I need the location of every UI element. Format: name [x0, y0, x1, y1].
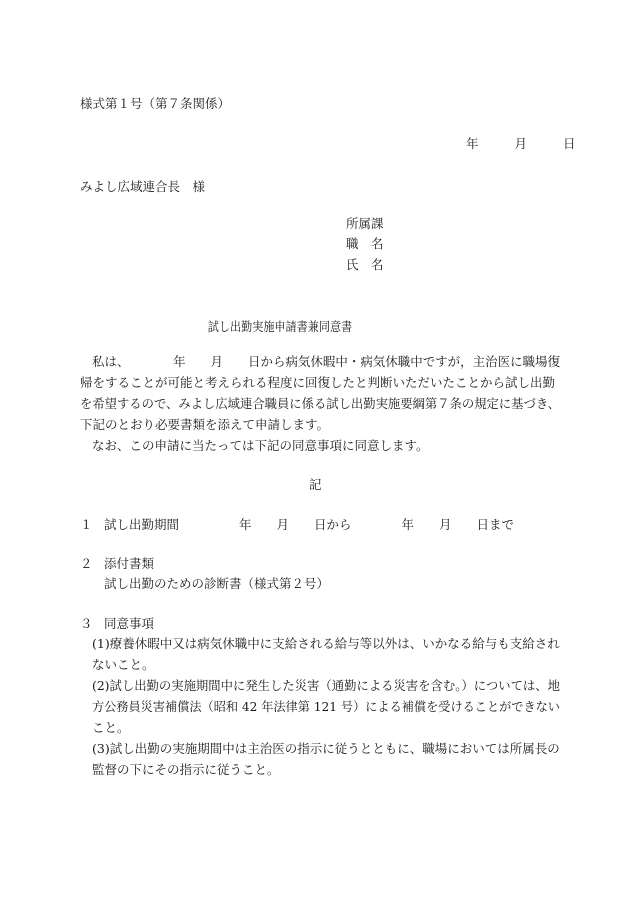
- addressee: みよし広域連合長 様: [80, 179, 206, 194]
- item3-number: ３: [80, 616, 93, 631]
- consent-2-line-3: こと。: [92, 720, 130, 735]
- date-month: 月: [514, 136, 527, 151]
- body-line-3: を希望するので、みよし広域連合職員に係る試し出勤実施要綱第７条の規定に基づき、: [80, 396, 560, 411]
- form-label: 様式第１号（第７条関係）: [80, 96, 231, 111]
- document-title: 試し出勤実施申請書兼同意書: [207, 319, 353, 334]
- item1-label: 試し出勤期間: [104, 517, 180, 532]
- body-line-2: 帰をすることが可能と考えられる程度に回復したと判断いただいたことから試し出勤: [80, 375, 556, 390]
- applicant-dept: 所属課: [346, 216, 384, 231]
- date-line: [466, 138, 575, 151]
- consent-1-line-2: ないこと。: [92, 657, 155, 672]
- consent-3-line-1: (3)試し出勤の実施期間中は主治医の指示に従うとともに、職場においては所属長の: [92, 741, 560, 756]
- item2-label: 添付書類: [104, 556, 155, 571]
- date-year: 年: [466, 136, 479, 151]
- item2-number: ２: [80, 556, 93, 571]
- applicant-name: 氏 名: [346, 257, 384, 272]
- item3-label: 同意事項: [104, 616, 155, 631]
- ki-heading: 記: [309, 477, 322, 492]
- body-line-1: 私は、 年 月 日から病気休暇中・病気休職中ですが，主治医に職場復: [92, 354, 561, 369]
- applicant-title: 職 名: [346, 236, 384, 251]
- body-line-5: なお、この申請に当たっては下記の同意事項に同意します。: [92, 438, 429, 453]
- consent-2-line-1: (2)試し出勤の実施期間中に発生した災害（通勤による災害を含む。）については、地: [92, 678, 560, 693]
- date-day: 日: [562, 136, 576, 151]
- consent-3-line-2: 監督の下にその指示に従うこと。: [92, 762, 280, 777]
- consent-1-line-1: (1)療養休暇中又は病気休職中に支給される給与等以外は、いかなる給与も支給され: [92, 636, 560, 651]
- item2-content: 試し出勤のための診断書（様式第２号）: [104, 576, 330, 591]
- body-line-4: 下記のとおり必要書類を添えて申請します。: [80, 417, 330, 432]
- item1-period: 年 月 日から 年 月 日まで: [239, 517, 515, 532]
- item1-number: １: [80, 517, 93, 532]
- consent-2-line-2: 方公務員災害補償法（昭和 42 年法律第 121 号）による補償を受けることができない: [92, 699, 560, 714]
